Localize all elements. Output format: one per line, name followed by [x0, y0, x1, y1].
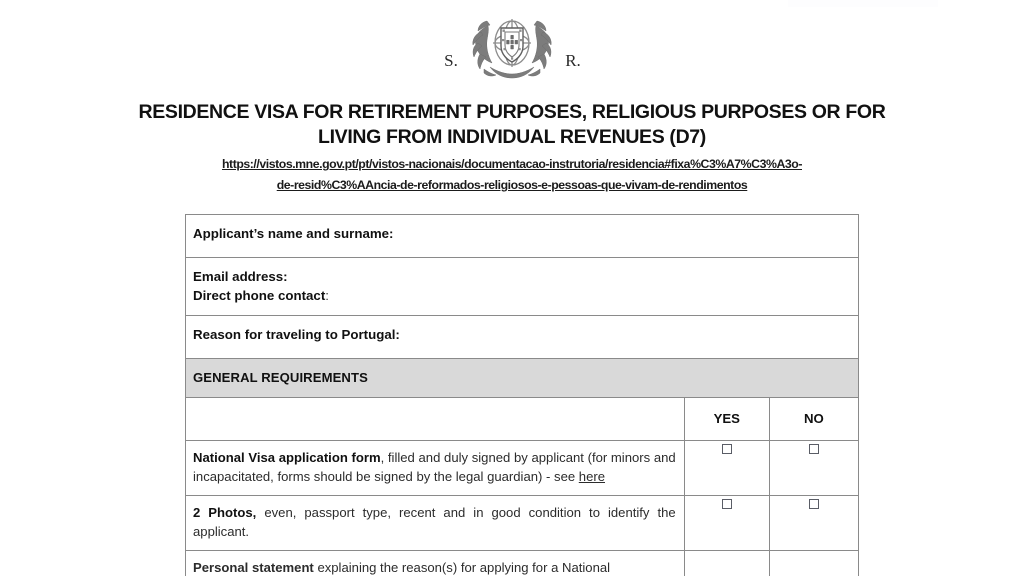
column-header-blank: [186, 398, 685, 441]
general-requirements-heading: GENERAL REQUIREMENTS: [193, 370, 368, 385]
emblem-letter-left: S.: [444, 51, 458, 70]
requirement-body-text: , filled and duly signed by applicant (for minors and incapacitated, forms should be signed by the legal guardian) - see: [193, 450, 676, 484]
reason-cell[interactable]: [186, 316, 859, 359]
table-row: [186, 551, 859, 576]
table-row: [186, 441, 859, 496]
requirements-form-table: [185, 214, 859, 576]
table-row-applicant-name: [186, 215, 859, 258]
requirement-yes-cell[interactable]: [684, 551, 769, 576]
coat-of-arms-icon: [468, 12, 556, 82]
coat-of-arms-header: [0, 12, 1024, 82]
yes-column-label: YES: [713, 411, 740, 426]
requirement-no-cell[interactable]: [769, 441, 858, 496]
column-header-yes: [684, 398, 769, 441]
applicant-name-label: Applicant’s name and surname:: [193, 226, 394, 241]
table-row-section-header: [186, 359, 859, 398]
section-header-cell: [186, 359, 859, 398]
phone-contact-label: Direct phone contact: [193, 288, 326, 303]
applicant-name-cell[interactable]: [186, 215, 859, 258]
requirement-yes-cell[interactable]: [684, 441, 769, 496]
requirement-text-cell: [186, 441, 685, 496]
requirement-no-cell[interactable]: [769, 551, 858, 576]
table-row-contact: [186, 258, 859, 316]
requirement-no-cell[interactable]: [769, 496, 858, 551]
contact-cell[interactable]: [186, 258, 859, 316]
checkbox-no[interactable]: [809, 499, 819, 509]
table-row-column-headers: [186, 398, 859, 441]
table-row: [186, 496, 859, 551]
table-row-reason: [186, 316, 859, 359]
requirement-body-text: even, passport type, recent and in good condition to identify the applicant.: [193, 505, 676, 539]
reason-label: Reason for traveling to Portugal:: [193, 327, 400, 342]
requirement-bold-label: National Visa application form: [193, 450, 381, 465]
requirement-body-text: explaining the reason(s) for applying for a National: [313, 560, 611, 576]
document-title: [0, 100, 1024, 150]
requirement-bold-label: Personal statement: [193, 560, 314, 576]
requirement-bold-label: 2 Photos,: [193, 505, 257, 521]
checkbox-yes[interactable]: [722, 499, 732, 509]
title-line-2: LIVING FROM INDIVIDUAL REVENUES (D7): [318, 126, 706, 148]
checkbox-no[interactable]: [809, 444, 819, 454]
phone-contact-colon: :: [325, 288, 329, 303]
requirement-here-link[interactable]: here: [578, 468, 605, 484]
source-url-link[interactable]: [0, 154, 1024, 196]
requirement-text-cell: [186, 551, 685, 576]
no-column-label: NO: [804, 411, 824, 426]
emblem-letter-right: R.: [565, 51, 581, 70]
column-header-no: [769, 398, 858, 441]
checkbox-yes[interactable]: [722, 444, 732, 454]
requirement-yes-cell[interactable]: [684, 496, 769, 551]
email-address-label: Email address:: [193, 269, 288, 284]
requirement-text-cell: [186, 496, 685, 551]
url-line-1[interactable]: https://vistos.mne.gov.pt/pt/vistos-nacionais/documentacao-instrutoria/residencia#fixa%C3%A7%C3%A3o-: [221, 157, 802, 171]
page-top-artifact: [788, 0, 938, 7]
title-line-1: RESIDENCE VISA FOR RETIREMENT PURPOSES, RELIGIOUS PURPOSES OR FOR: [138, 101, 886, 123]
url-line-2[interactable]: de-resid%C3%AAncia-de-reformados-religiosos-e-pessoas-que-vivam-de-rendimentos: [276, 178, 748, 192]
